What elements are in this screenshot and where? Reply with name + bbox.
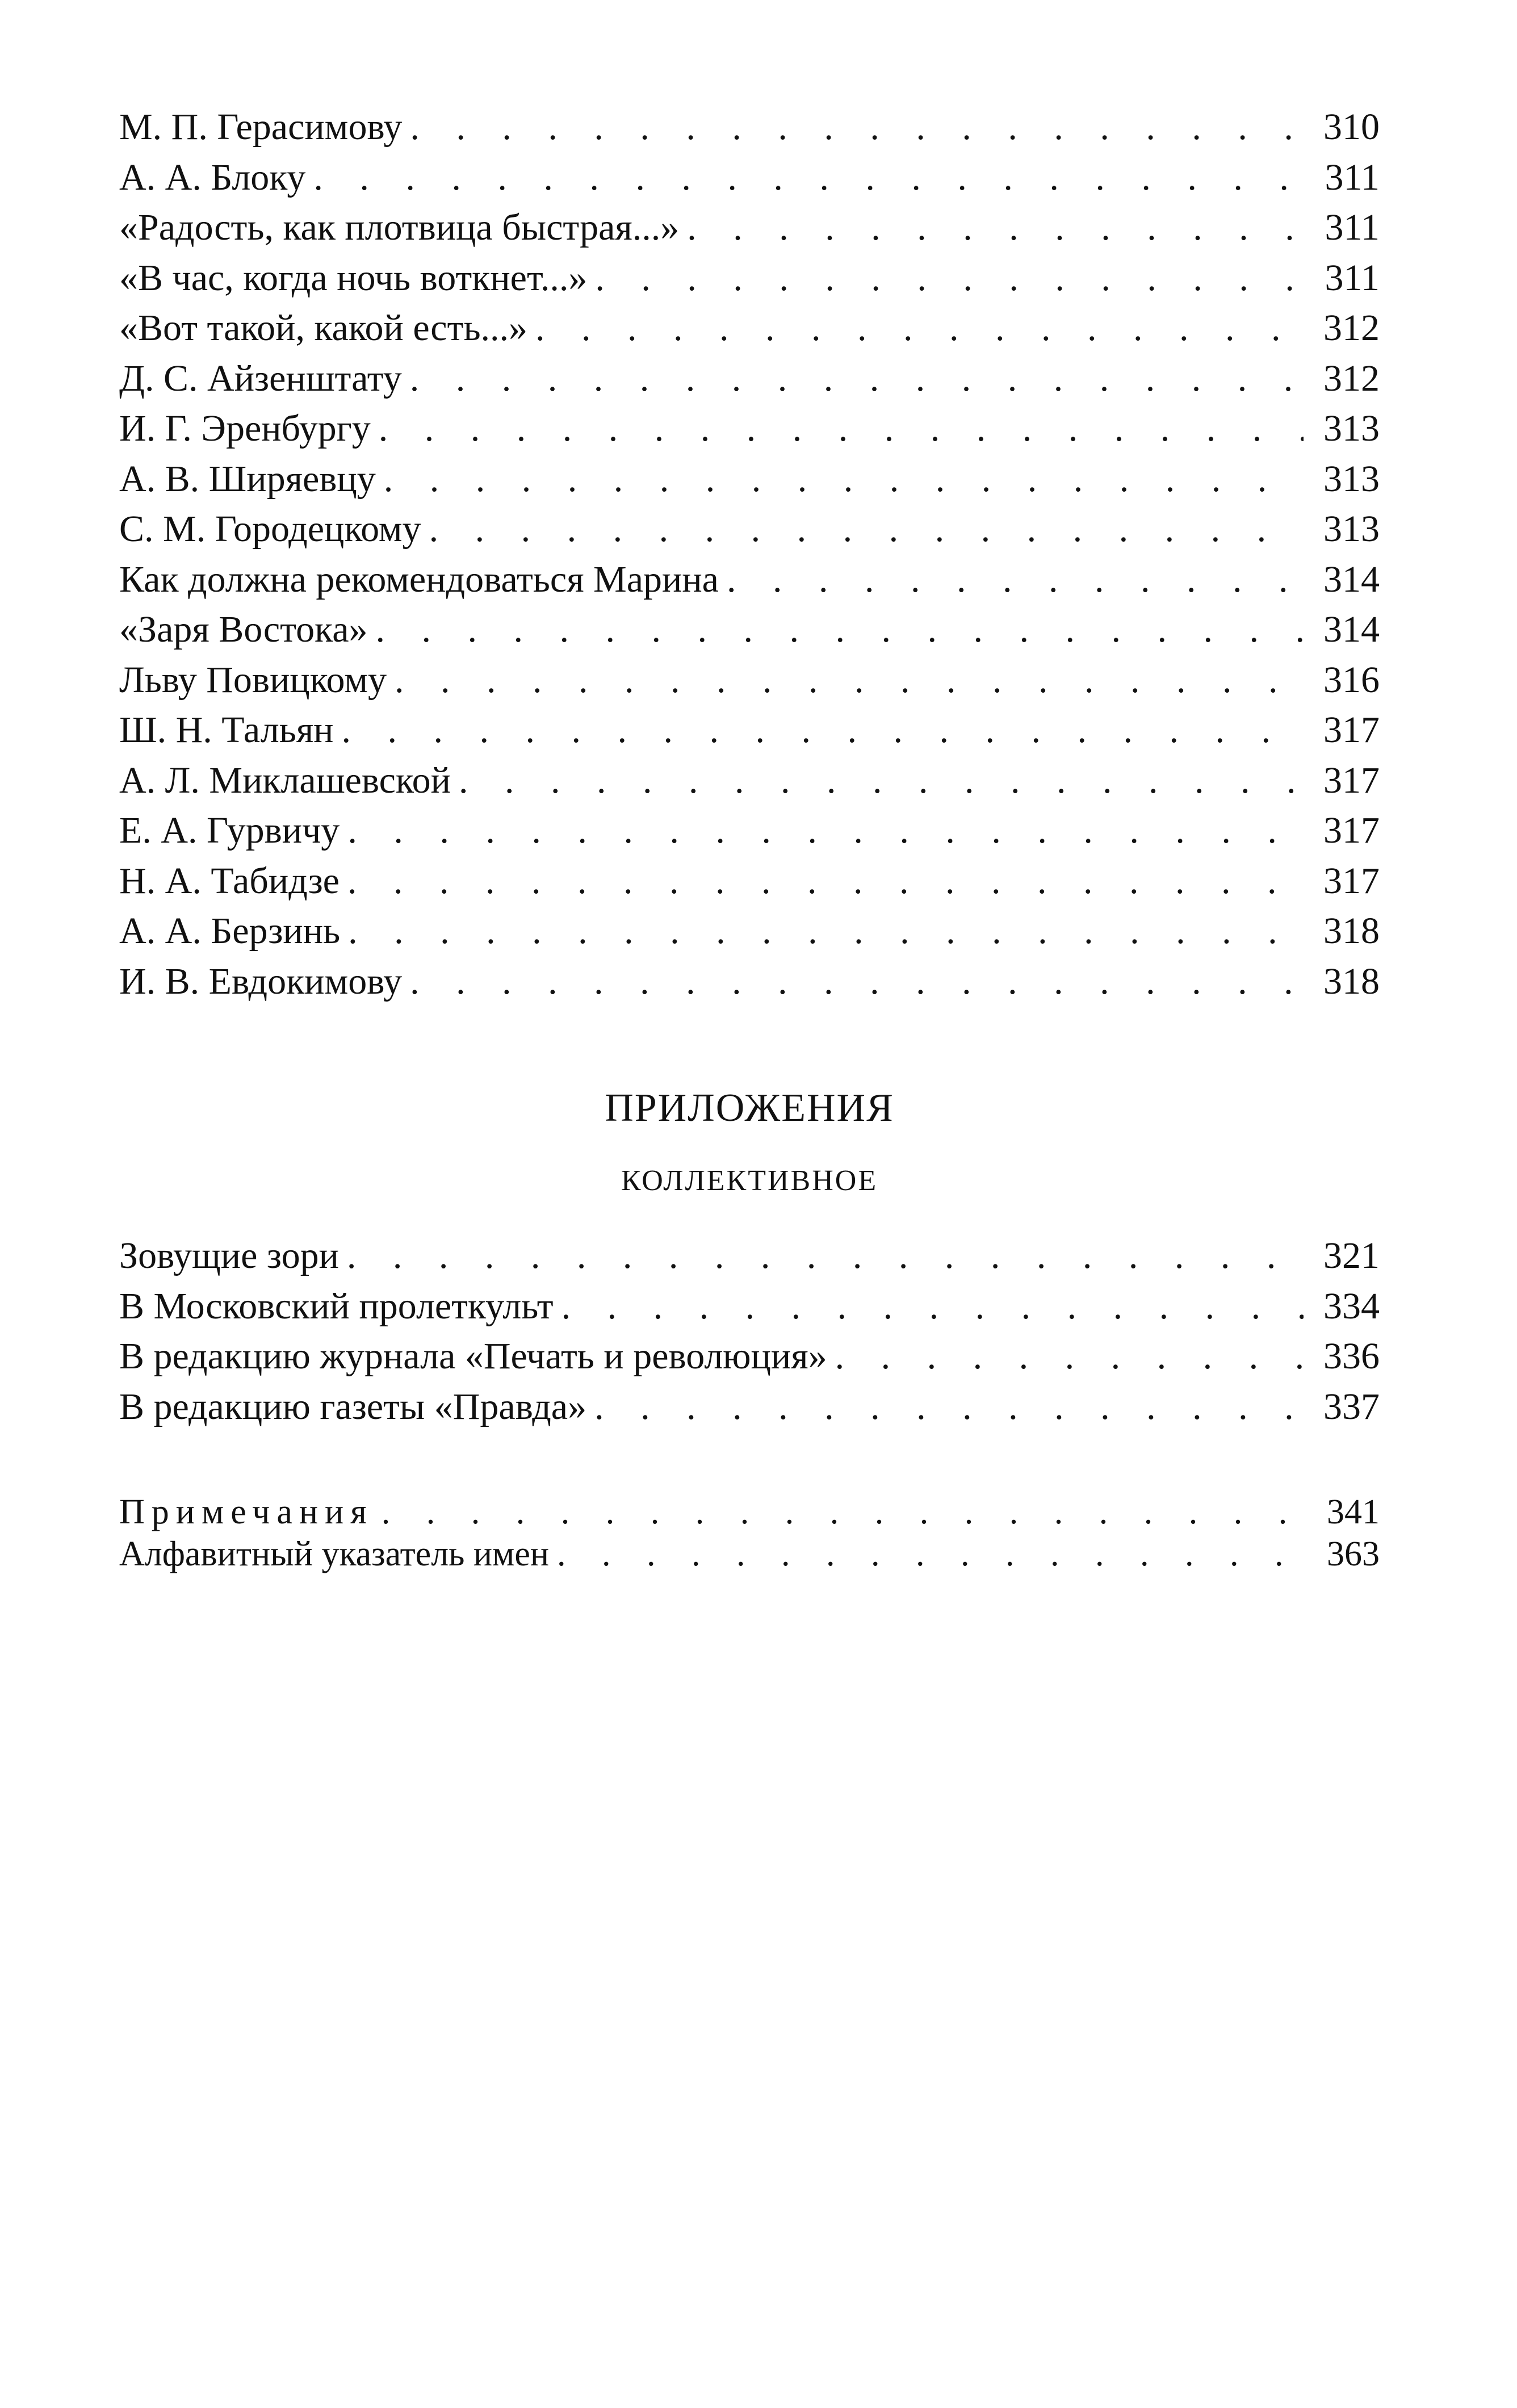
toc-entry[interactable] xyxy=(119,454,1380,505)
entry-title: Н. А. Табидзе xyxy=(119,860,340,902)
dot-leader xyxy=(313,153,1304,203)
entry-title: А. А. Блоку xyxy=(119,156,306,198)
dot-leader xyxy=(347,1231,1304,1282)
toc-entry[interactable] xyxy=(119,1231,1380,1282)
dot-leader xyxy=(410,957,1304,1007)
toc-collective-list xyxy=(119,1231,1380,1432)
toc-entry[interactable] xyxy=(119,253,1380,304)
collective-heading: КОЛЛЕКТИВНОЕ xyxy=(621,1165,878,1197)
page-number: 311 xyxy=(1325,257,1380,299)
toc-entry[interactable] xyxy=(119,203,1380,253)
entry-title: И. В. Евдокимову xyxy=(119,960,403,1002)
entry-title: «Заря Востока» xyxy=(119,609,368,650)
page-number: 334 xyxy=(1323,1285,1380,1327)
page-number: 313 xyxy=(1323,508,1380,550)
dot-leader xyxy=(384,454,1304,505)
entry-title: А. Л. Миклашевской xyxy=(119,759,451,801)
page-number: 341 xyxy=(1327,1493,1380,1531)
toc-entry[interactable] xyxy=(119,1382,1380,1433)
entry-title: И. Г. Эренбургу xyxy=(119,408,371,449)
entry-title: Зовущие зори xyxy=(119,1235,339,1276)
toc-entry-notes[interactable] xyxy=(119,1491,1380,1533)
dot-leader xyxy=(557,1533,1304,1575)
toc-entry[interactable] xyxy=(119,504,1380,555)
entry-title: С. М. Городецкому xyxy=(119,508,421,550)
toc-entry[interactable] xyxy=(119,756,1380,806)
dot-leader xyxy=(687,203,1304,253)
entry-title: «В час, когда ночь воткнет...» xyxy=(119,257,588,299)
toc-entry[interactable] xyxy=(119,153,1380,203)
toc-entry[interactable] xyxy=(119,655,1380,706)
toc-entry[interactable] xyxy=(119,957,1380,1007)
page-number: 363 xyxy=(1327,1535,1380,1573)
page-number: 318 xyxy=(1323,910,1380,952)
entry-title: Е. А. Гурвичу xyxy=(119,810,340,851)
dot-leader xyxy=(429,504,1304,555)
entry-title: Алфавитный указатель имен xyxy=(119,1535,550,1573)
dot-leader xyxy=(535,303,1304,354)
page-number: 312 xyxy=(1323,307,1380,349)
toc-entry[interactable] xyxy=(119,303,1380,354)
dot-leader xyxy=(835,1331,1304,1382)
dot-leader xyxy=(376,605,1304,655)
page-number: 311 xyxy=(1325,156,1380,198)
dot-leader xyxy=(594,1382,1304,1433)
toc-entry[interactable] xyxy=(119,354,1380,404)
page-number: 317 xyxy=(1323,810,1380,851)
entry-title: Д. С. Айзенштату xyxy=(119,357,402,399)
dot-leader xyxy=(348,906,1304,957)
entry-title: А. В. Ширяевцу xyxy=(119,458,376,500)
page-number: 317 xyxy=(1323,759,1380,801)
dot-leader xyxy=(410,354,1304,404)
toc-entry[interactable] xyxy=(119,1282,1380,1332)
entry-title: Примечания xyxy=(119,1493,374,1531)
entry-title: «Вот такой, какой есть...» xyxy=(119,307,528,349)
page-number: 337 xyxy=(1323,1385,1380,1427)
toc-entry[interactable] xyxy=(119,705,1380,756)
dot-leader xyxy=(410,102,1304,153)
page-number: 336 xyxy=(1323,1335,1380,1377)
toc-entry[interactable] xyxy=(119,906,1380,957)
entry-title: Как должна рекомендоваться Марина xyxy=(119,558,719,600)
entry-title: В редакцию газеты «Правда» xyxy=(119,1385,587,1427)
page-number: 313 xyxy=(1323,458,1380,500)
toc-back-matter-list xyxy=(119,1491,1380,1575)
dot-leader xyxy=(727,555,1304,605)
dot-leader xyxy=(342,705,1304,756)
page-number: 312 xyxy=(1323,357,1380,399)
toc-entry[interactable] xyxy=(119,102,1380,153)
dot-leader xyxy=(347,856,1304,907)
toc-letters-list xyxy=(119,102,1380,1007)
dot-leader xyxy=(379,404,1304,454)
dot-leader xyxy=(395,655,1304,706)
toc-entry[interactable] xyxy=(119,806,1380,856)
entry-title: А. А. Берзинь xyxy=(119,910,341,952)
toc-entry[interactable] xyxy=(119,1331,1380,1382)
toc-entry[interactable] xyxy=(119,555,1380,605)
page-number: 310 xyxy=(1323,106,1380,148)
page-number: 313 xyxy=(1323,408,1380,449)
entry-title: В редакцию журнала «Печать и революция» xyxy=(119,1335,827,1377)
toc-entry[interactable] xyxy=(119,605,1380,655)
page-number: 314 xyxy=(1323,558,1380,600)
entry-title: «Радость, как плотвица быстрая...» xyxy=(119,207,680,248)
appendices-heading: ПРИЛОЖЕНИЯ xyxy=(605,1086,894,1130)
page-number: 314 xyxy=(1323,609,1380,650)
entry-title: В Московский пролеткульт xyxy=(119,1285,554,1327)
dot-leader xyxy=(382,1491,1304,1533)
page-number: 317 xyxy=(1323,860,1380,902)
entry-title: Ш. Н. Тальян xyxy=(119,709,334,751)
toc-entry-name-index[interactable] xyxy=(119,1533,1380,1575)
dot-leader xyxy=(561,1282,1304,1332)
entry-title: Льву Повицкому xyxy=(119,659,387,701)
toc-entry[interactable] xyxy=(119,404,1380,454)
toc-entry[interactable] xyxy=(119,856,1380,907)
dot-leader xyxy=(459,756,1304,806)
page-number: 318 xyxy=(1323,960,1380,1002)
page-number: 311 xyxy=(1325,207,1380,248)
dot-leader xyxy=(595,253,1304,304)
page-number: 321 xyxy=(1323,1235,1380,1276)
dot-leader xyxy=(347,806,1304,856)
page-number: 316 xyxy=(1323,659,1380,701)
entry-title: М. П. Герасимову xyxy=(119,106,403,148)
page-number: 317 xyxy=(1323,709,1380,751)
